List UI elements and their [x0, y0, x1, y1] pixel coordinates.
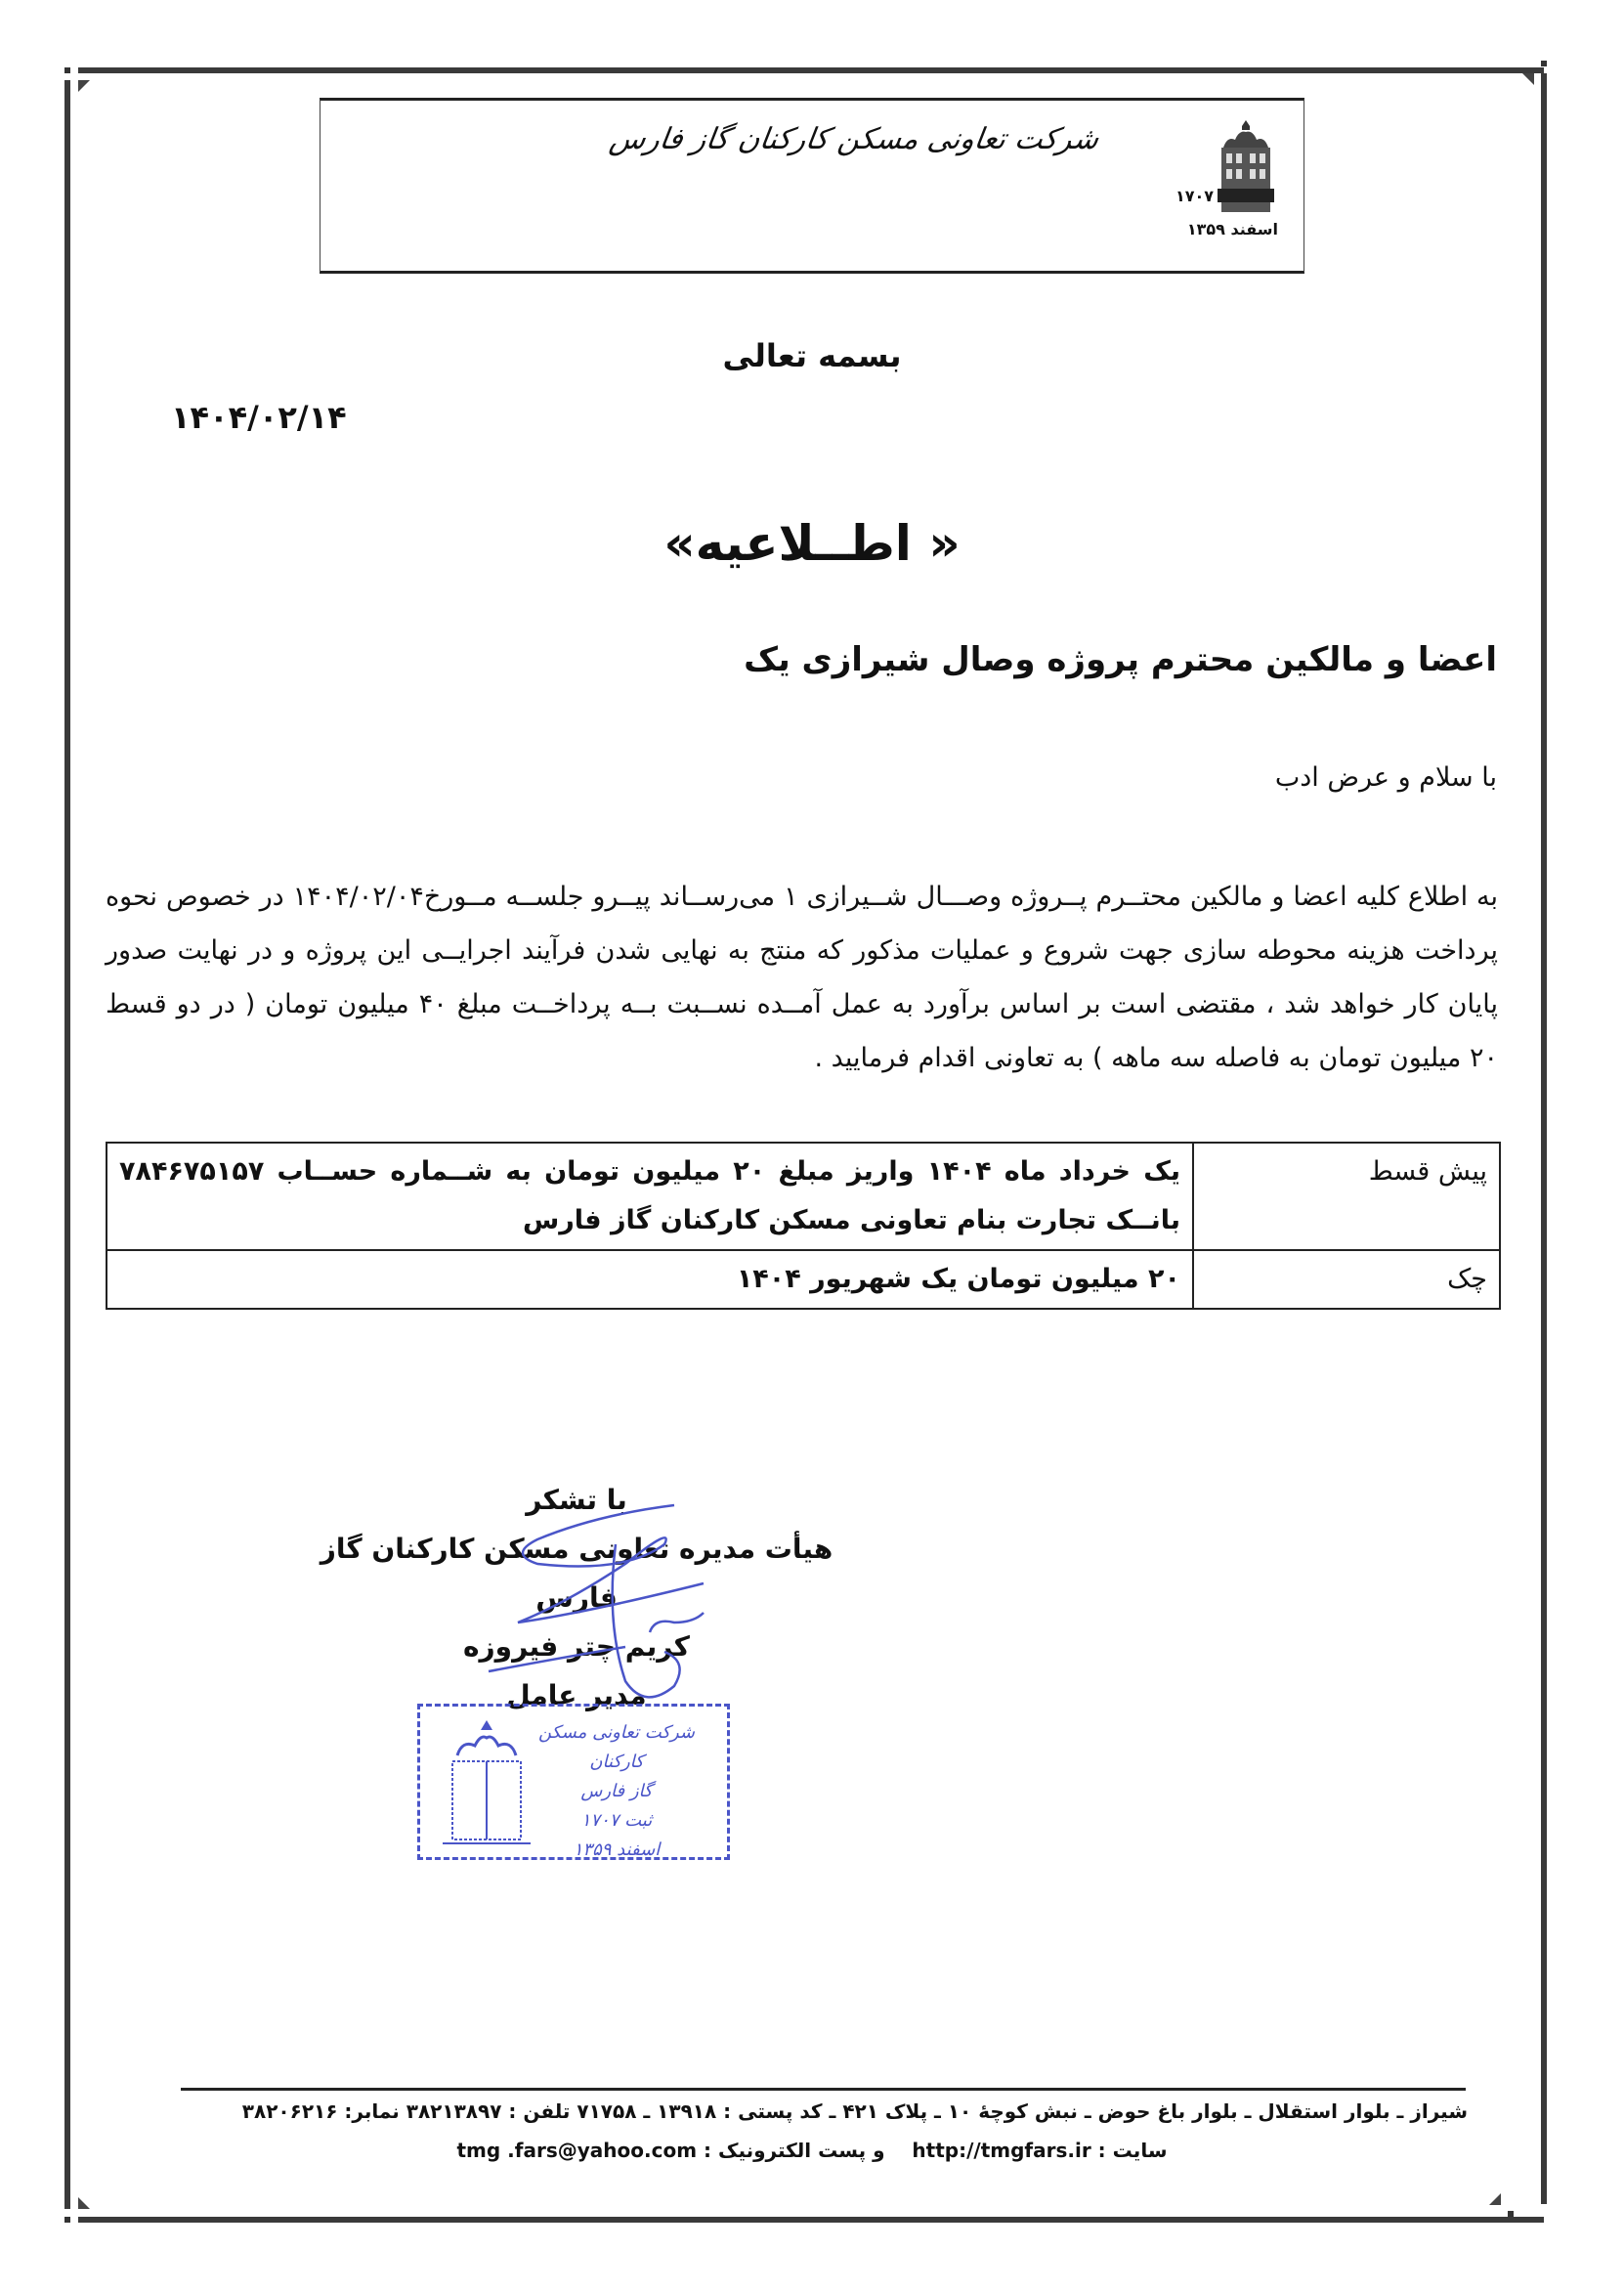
website-label: سایت : [1097, 2139, 1168, 2162]
footer-address: شیراز ـ بلوار استقلال ـ بلوار باغ حوض ـ نبش کوچهٔ ۱۰ ـ پلاک ۴۲۱ ـ کد پستی : ۱۳۹۱۸ ـ ۷۱۷۵۸ تلفن : ۳۸۲۱۳۸۹۷ نمابر: ۳۸۲۰۶۲۱۶ [241, 2099, 1468, 2123]
payment-description: ۲۰ میلیون تومان یک شهریور ۱۴۰۴ [107, 1250, 1193, 1309]
frame-corner-mark [64, 67, 70, 73]
footer-divider [181, 2088, 1466, 2091]
stamp-emblem-icon [438, 1716, 535, 1853]
frame-corner-mark [64, 2217, 70, 2223]
registration-number: ۱۷۰۷ [1175, 187, 1214, 205]
stamp-line: گاز فارس [580, 1781, 653, 1801]
registration-date: اسفند ۱۳۵۹ [1186, 220, 1278, 238]
frame-corner-triangle [78, 2197, 90, 2209]
building-emblem-icon [1218, 118, 1274, 224]
closing: با تشکر [526, 1484, 627, 1516]
letterhead [320, 98, 1304, 274]
footer-contact [0, 2139, 1624, 2162]
payment-type: پیش قسط [1193, 1143, 1500, 1250]
signatory-role: مدیر عامل [506, 1679, 647, 1711]
table-row [107, 1250, 1500, 1309]
announcement-body: به اطلاع کلیه اعضا و مالکین محتــرم پــروژه وصـــال شــیرازی ۱ می‌رســاند پیــرو جلســه مــورخ۱۴۰۴/۰۲/۰۴ در خصوص نحوه پرداخت هزینه محوطه سازی جهت شروع و عملیات مذکور که منتج به نهایی شدن فرآیند اجرایــی این پروژه و در نهایت صدور پایان کار خواهد شد ، مقتضی است بر اساس برآورد به عمل آمــده نســبت بــه پرداخــت مبلغ ۴۰ میلیون تومان ( در دو قسط ۲۰ میلیون تومان به فاصله سه ماهه ) به تعاونی اقدام فرمایید . [106, 882, 1498, 1073]
handwritten-signature [479, 1486, 723, 1710]
payment-type: چک [1193, 1250, 1500, 1309]
payment-description: یک خرداد ماه ۱۴۰۴ واریز مبلغ ۲۰ میلیون تومان به شــماره حســاب ۷۸۴۶۷۵۱۵۷ بانــک تجارت بنام تعاونی مسکن کارکنان گاز فارس [107, 1143, 1193, 1250]
payment-table [106, 1142, 1501, 1310]
stamp-text [524, 1718, 709, 1865]
email-label: و پست الکترونیک : [704, 2139, 885, 2162]
invocation: بسمه تعالی [722, 337, 902, 374]
official-stamp [417, 1704, 730, 1860]
signatory-name: کریم چتر فیروزه [463, 1630, 690, 1663]
email-link[interactable]: tmg .fars@yahoo.com [456, 2139, 698, 2162]
stamp-line: شرکت تعاونی مسکن کارکنان [538, 1722, 695, 1772]
page-frame-right [1541, 73, 1547, 2204]
board-name: هیأت مدیره تعاونی مسکن کارکنان گاز فارس [320, 1533, 833, 1614]
stamp-line: اسفند ۱۳۵۹ [573, 1839, 661, 1860]
frame-corner-triangle [1489, 2193, 1501, 2205]
frame-corner-mark [1541, 61, 1547, 66]
document-date: ۱۴۰۴/۰۲/۱۴ [171, 399, 347, 436]
frame-corner-mark [1508, 2211, 1514, 2217]
page-frame-top [78, 67, 1544, 73]
company-name: شرکت تعاونی مسکن کارکنان گاز فارس [607, 122, 1101, 156]
addressee: اعضا و مالکین محترم پروژه وصال شیرازی یک [744, 640, 1497, 679]
document-title: « اطــلاعیه» [663, 515, 961, 572]
page-frame-left [64, 80, 70, 2209]
page-frame-bottom [78, 2217, 1544, 2223]
table-row [107, 1143, 1500, 1250]
website-link[interactable]: http://tmgfars.ir [912, 2139, 1091, 2162]
frame-corner-triangle [1522, 73, 1534, 85]
greeting: با سلام و عرض ادب [1274, 762, 1497, 793]
stamp-line: ثبت ۱۷۰۷ [580, 1810, 653, 1831]
frame-corner-triangle [78, 80, 90, 92]
